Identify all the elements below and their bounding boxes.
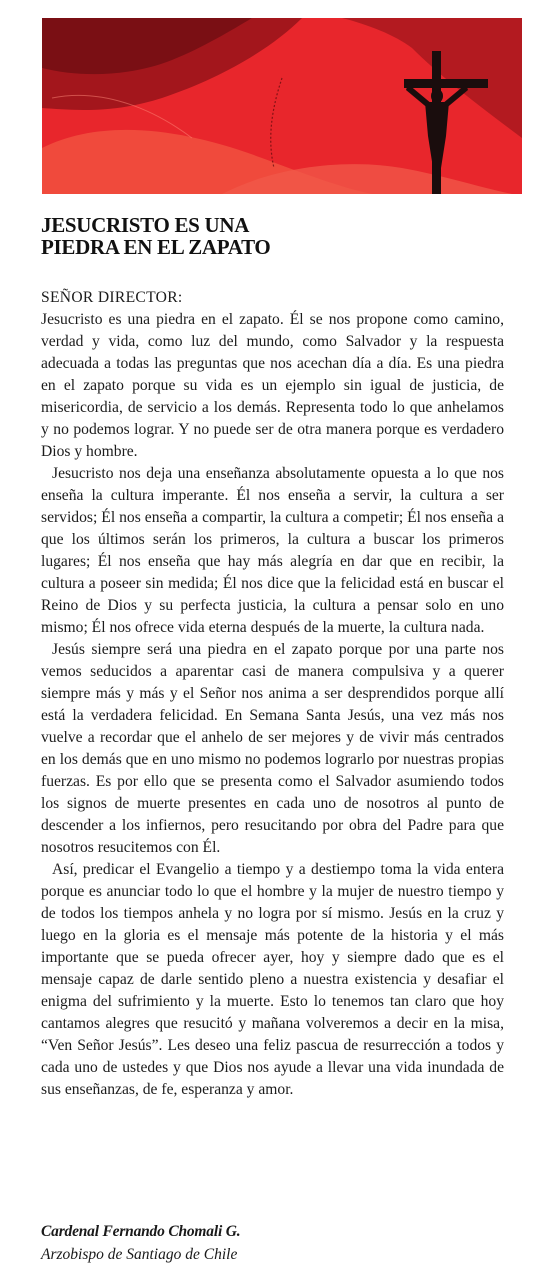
article-title [41, 214, 511, 258]
author-name: Cardenal Fernando Chomali G. [41, 1223, 241, 1240]
title-line: JESUCRISTO ES UNA [41, 213, 250, 237]
paragraph: Así, predicar el Evangelio a tiempo y a destiempo toma la vida entera porque es anunciar todo lo que el hombre y la mujer de nuestro tiempo y de todos los tiempos anhela y no logra por sí mismo. Jesús en la cruz y luego en la gloria es el mensaje más potente de la historia y el más importante que se pueda ofrecer ayer, hoy y siempre dado que es el mensaje capaz de darle sentido pleno a nuestra existencia y desafiar el enigma del sufrimiento y la muerte. Esto lo tenemos tan claro que hoy cantamos alegres que resucitó y mañana volveremos a decir en la misa, “Ven Señor Jesús”. Les deseo una feliz pascua de resurrección a todos y cada uno de ustedes y que Dios nos ayude a llevar una vida inundada de sus enseñanzas, de fe, esperanza y amor. [41, 861, 504, 1098]
paragraph: Jesucristo nos deja una enseñanza absolutamente opuesta a lo que nos enseña la cultura imperante. Él nos enseña a servir, la cultura a ser servidos; Él nos enseña a compartir, la cultura a competir; Él nos enseña a que los últimos serán los primeros, la cultura a buscar los primeros lugares; Él nos enseña que hay más alegría en dar que en recibir, la cultura a poseer sin medida; Él nos dice que la felicidad está en buscar el Reino de Dios y su perfecta justicia, la cultura a pensar solo en uno mismo; Él nos ofrece vida eterna después de la muerte, la cultura nada. [41, 465, 504, 636]
paragraph: Jesús siempre será una piedra en el zapato porque por una parte nos vemos seducidos a aparentar casi de manera compulsiva y a querer siempre más y más y el Señor nos anima a ser desprendidos porque allí está la verdadera felicidad. En Semana Santa Jesús, una vez más nos vuelve a recordar que el anhelo de ser mejores y de vivir más centrados en los demás que en uno mismo no podemos lograrlo por nuestras propias fuerzas. Es por ello que se presenta como el Salvador asumiendo todos los signos de muerte presentes en cada uno de nosotros al punto de descender a los infiernos, pero resucitando por obra del Padre para que nosotros resucitemos con Él. [41, 641, 504, 856]
header-banner [42, 18, 522, 194]
title-line: PIEDRA EN EL ZAPATO [41, 235, 271, 259]
signature-block [41, 1220, 511, 1266]
paragraph: Jesucristo es una piedra en el zapato. Él se nos propone como camino, verdad y vida, como luz del mundo, como Salvador y la respuesta adecuada a todas las preguntas que nos acechan día a día. Es una piedra en el zapato porque su vida es un ejemplo sin igual de justicia, de misericordia, de servicio a los demás. Representa todo lo que anhelamos y no podemos lograr. Y no puede ser de otra manera porque es verdadero Dios y hombre. [41, 311, 504, 460]
author-title: Arzobispo de Santiago de Chile [41, 1246, 238, 1263]
letter-body [41, 287, 504, 1101]
salutation: SEÑOR DIRECTOR: [41, 289, 183, 306]
